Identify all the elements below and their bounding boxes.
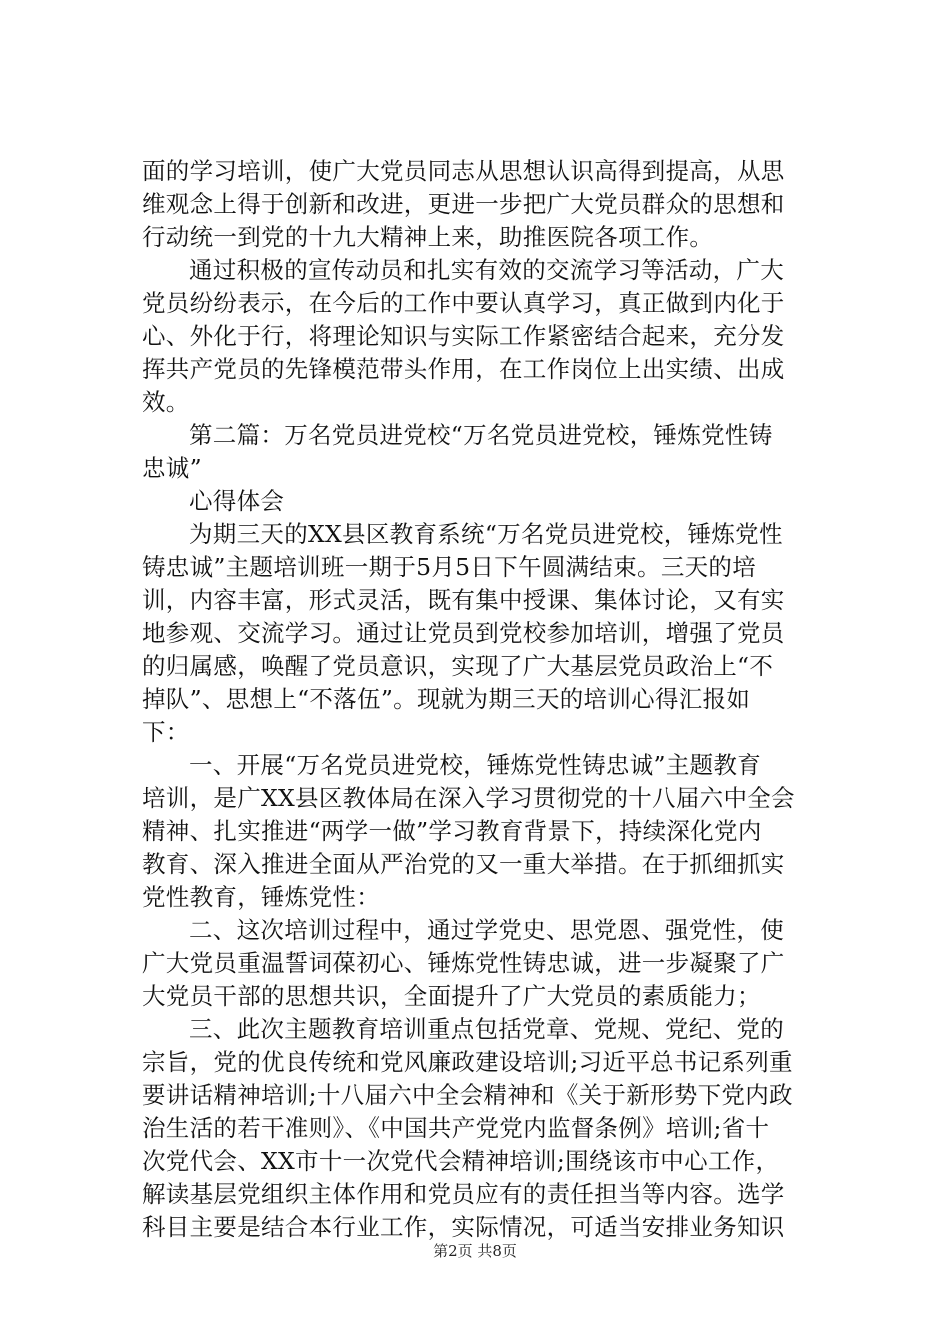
text-line: 次党代会、XX市十一次党代会精神培训;围绕该市中心工作， [142,1147,780,1175]
text-line: 广大党员重温誓词葆初心、锤炼党性铸忠诚，进一步凝聚了广 [142,949,785,977]
text-line: 通过积极的宣传动员和扎实有效的交流学习等活动，广大 [189,256,784,284]
text-line: 忠诚” [142,454,202,482]
text-line: 科目主要是结合本行业工作，实际情况，可适当安排业务知识 [142,1213,785,1241]
page-footer: 第2页 共8页 [433,1242,517,1260]
document-body [142,155,826,1244]
text-line: 一、开展“万名党员进党校，锤炼党性铸忠诚”主题教育 [189,751,762,779]
text-line: 训，内容丰富，形式灵活，既有集中授课、集体讨论，又有实 [142,586,785,614]
text-line: 挥共产党员的先锋模范带头作用，在工作岗位上出实绩、出成 [142,355,785,383]
text-line: 精神、扎实推进“两学一做”学习教育背景下，持续深化党内 [142,817,762,845]
text-line: 教育、深入推进全面从严治党的又一重大举措。在于抓细抓实 [142,850,785,878]
text-line: 二、这次培训过程中，通过学党史、思党恩、强党性，使 [189,916,784,944]
text-line: 行动统一到党的十九大精神上来，助推医院各项工作。 [142,223,714,251]
text-line: 三、此次主题教育培训重点包括党章、党规、党纪、党的 [189,1015,784,1043]
text-line: 心得体会 [189,487,285,515]
text-line: 效。 [142,388,190,416]
text-line: 培训，是广XX县区教体局在深入学习贯彻党的十八届六中全会 [142,784,795,812]
text-line: 治生活的若干准则》、《中国共产党党内监督条例》培训;省十 [142,1114,770,1142]
text-line: 党员纷纷表示，在今后的工作中要认真学习，真正做到内化于 [142,289,785,317]
text-line: 的归属感，唤醒了党员意识，实现了广大基层党员政治上“不 [142,652,774,680]
text-line: 地参观、交流学习。通过让党员到党校参加培训，增强了党员 [142,619,785,647]
text-line: 为期三天的XX县区教育系统“万名党员进党校，锤炼党性 [189,520,783,548]
text-line: 掉队”、思想上“不落伍”。现就为期三天的培训心得汇报如 [142,685,751,713]
text-line: 面的学习培训，使广大党员同志从思想认识高得到提高，从思 [142,157,785,185]
text-line: 宗旨，党的优良传统和党风廉政建设培训;习近平总书记系列重 [142,1048,793,1076]
text-line: 下： [142,718,190,746]
text-line: 大党员干部的思想共识，全面提升了广大党员的素质能力； [142,982,761,1010]
text-line: 第二篇：万名党员进党校“万名党员进党校，锤炼党性铸 [189,421,773,449]
text-line: 铸忠诚”主题培训班一期于5月5日下午圆满结束。三天的培 [142,553,757,581]
text-line: 维观念上得于创新和改进，更进一步把广大党员群众的思想和 [142,190,785,218]
text-line: 解读基层党组织主体作用和党员应有的责任担当等内容。选学 [142,1180,785,1208]
text-line: 党性教育，锤炼党性： [142,883,380,911]
text-line: 心、外化于行，将理论知识与实际工作紧密结合起来，充分发 [142,322,785,350]
text-line: 要讲话精神培训;十八届六中全会精神和《关于新形势下党内政 [142,1081,793,1109]
